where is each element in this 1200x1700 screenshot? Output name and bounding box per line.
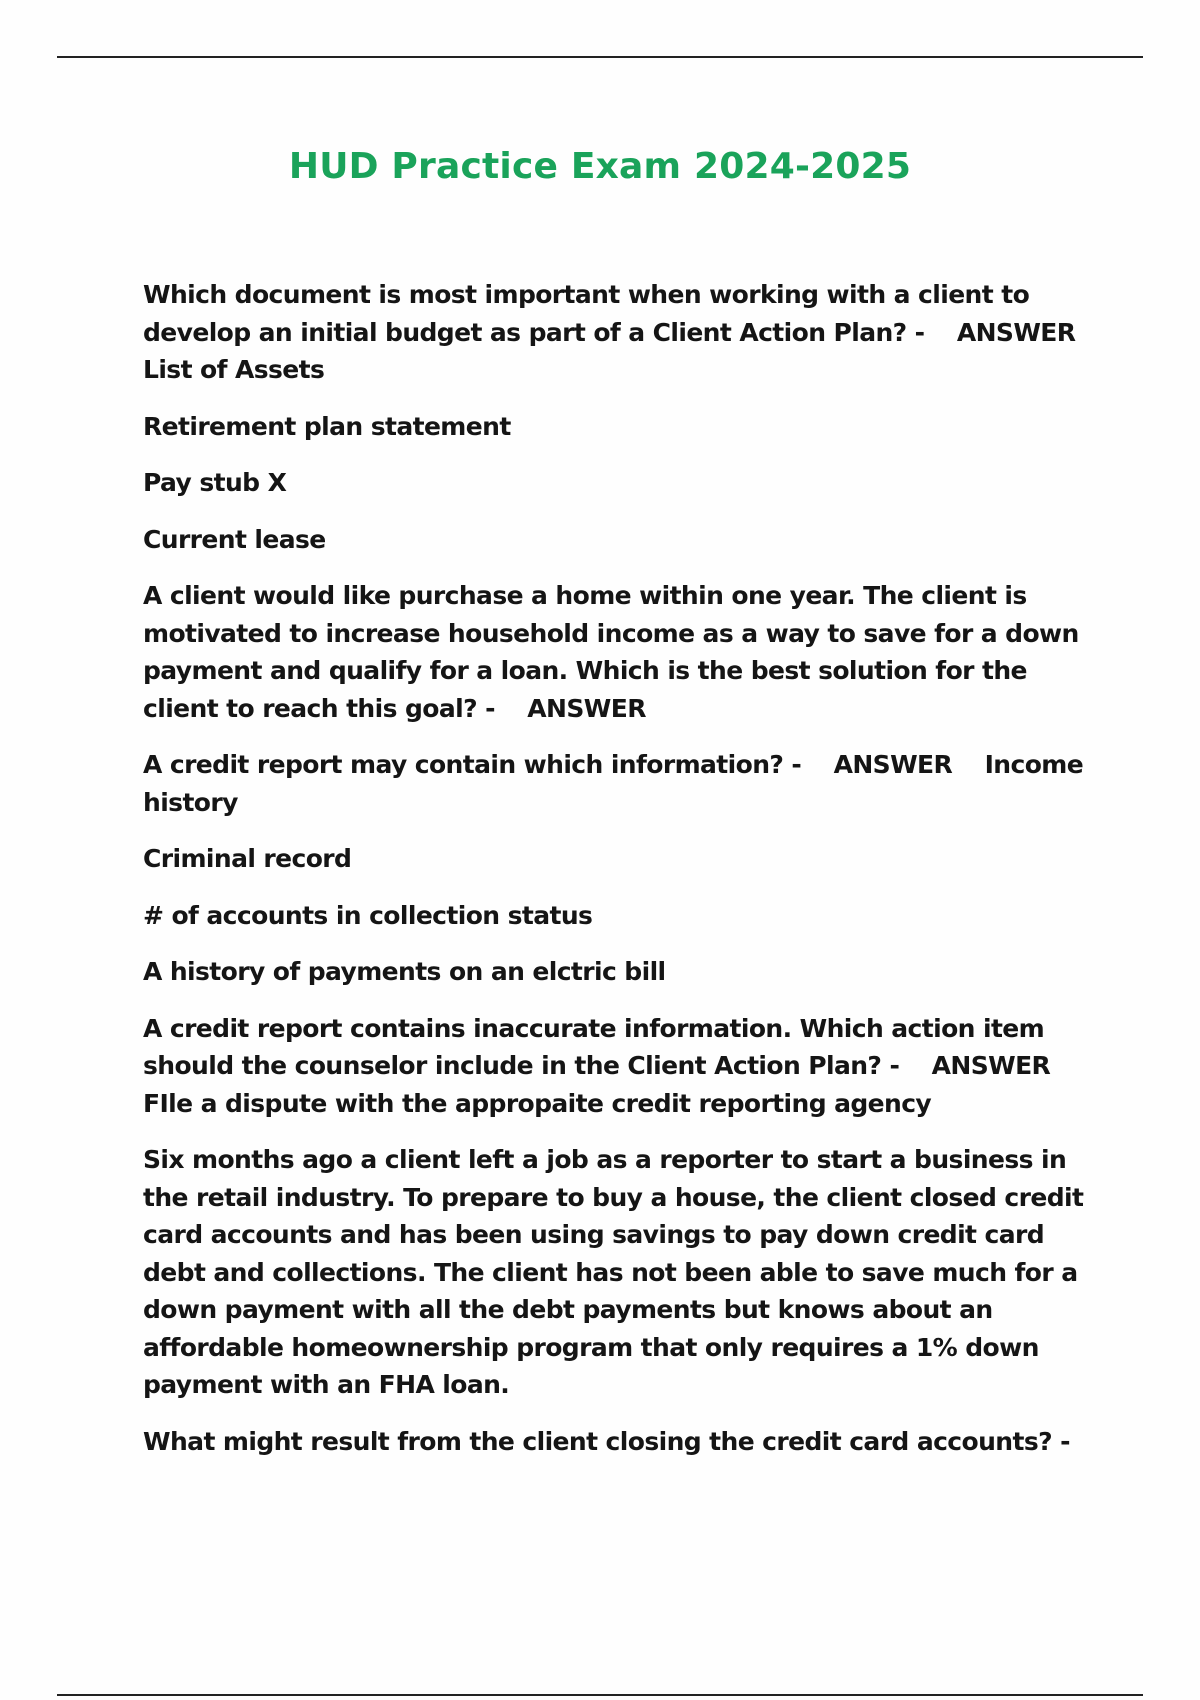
paragraph-question-2: A client would like purchase a home within one year. The client is motivated to increase household income as a way to save for a down payment and qualify for a loan. Which is the best solution for the client to reach this goal? - ANSWER	[143, 581, 1087, 723]
paragraph-option: A history of payments on an elctric bill	[143, 957, 666, 986]
paragraph-question-1: Which document is most important when working with a client to develop an initial budget as part of a Client Action Plan? - ANSWER List of Assets	[143, 280, 1084, 384]
document-body	[143, 276, 1103, 1479]
paragraph-option: Criminal record	[143, 844, 352, 873]
paragraph-question-5: What might result from the client closing the credit card accounts? -	[143, 1426, 1070, 1456]
paragraph-option: Retirement plan statement	[143, 411, 511, 441]
bottom-rule	[57, 1694, 1143, 1696]
paragraph-question-4: A credit report contains inaccurate information. Which action item should the counselor include in the Client Action Plan? - ANSWER FIle a dispute with the appropaite credit reporting agency	[143, 1013, 1059, 1118]
paragraph-option: Pay stub X	[143, 468, 287, 497]
paragraph-option: Current lease	[143, 524, 326, 554]
paragraph-question-3: A credit report may contain which information? - ANSWER Income history	[143, 750, 1092, 817]
page-title: HUD Practice Exam 2024-2025	[288, 146, 912, 187]
paragraph-scenario: Six months ago a client left a job as a reporter to start a business in the retail industry. To prepare to buy a house, the client closed credit card accounts and has been using savings to pay down credit card debt and collections. The client has not been able to save much for a down payment with all the debt payments but knows about an affordable homeownership program that only requires a 1% down payment with an FHA loan.	[143, 1145, 1092, 1399]
paragraph-option: # of accounts in collection status	[143, 900, 593, 930]
top-rule	[57, 56, 1143, 58]
